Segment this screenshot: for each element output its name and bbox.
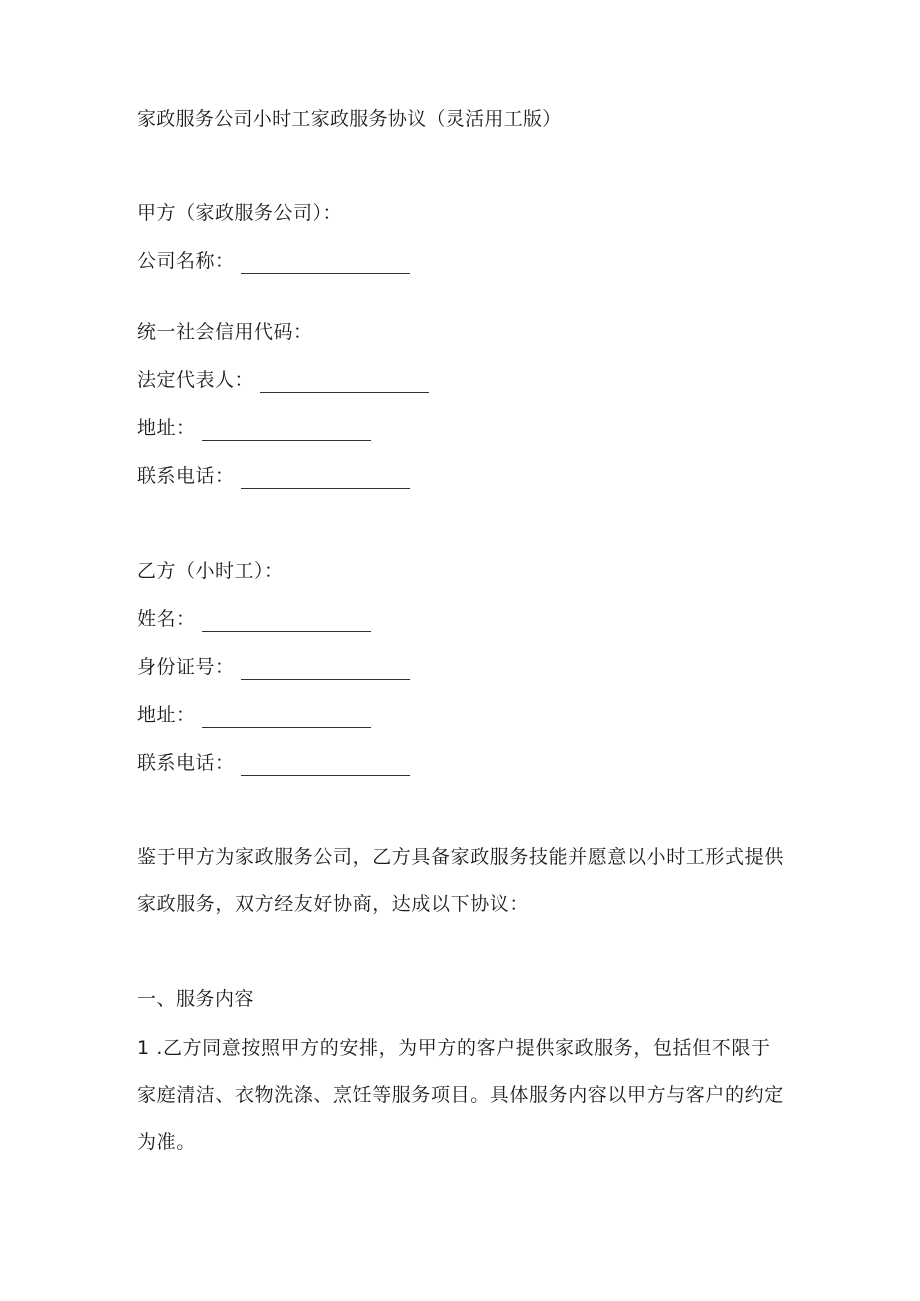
party-a-phone-label: 联系电话： — [137, 465, 235, 487]
company-name-label: 公司名称： — [137, 250, 235, 272]
preamble-paragraph: 鉴于甲方为家政服务公司，乙方具备家政服务技能并愿意以小时工形式提供家政服务，双方经友好协商，达成以下协议： — [137, 846, 784, 915]
party-a-phone-field — [137, 463, 410, 489]
party-a-phone-blank[interactable] — [241, 470, 410, 489]
credit-code-label: 统一社会信用代码： — [137, 321, 313, 343]
party-b-id-label: 身份证号： — [137, 656, 235, 678]
party-a-address-label: 地址： — [137, 417, 196, 439]
legal-rep-label: 法定代表人： — [137, 369, 255, 391]
party-a-address-field — [137, 415, 371, 441]
party-b-name-label: 姓名： — [137, 608, 196, 630]
party-b-address-blank[interactable] — [202, 709, 371, 728]
section-1-heading: 一、服务内容 — [137, 988, 255, 1010]
party-b-heading: 乙方（小时工）： — [137, 560, 284, 582]
legal-rep-field — [137, 367, 429, 393]
company-name-blank[interactable] — [241, 255, 410, 274]
document-title: 家政服务公司小时工家政服务协议（灵活用工版） — [137, 108, 562, 130]
party-b-phone-field — [137, 750, 410, 776]
party-b-phone-blank[interactable] — [241, 757, 410, 776]
party-a-heading: 甲方（家政服务公司）： — [137, 202, 343, 224]
party-b-phone-label: 联系电话： — [137, 752, 235, 774]
company-name-field — [137, 248, 410, 274]
party-b-address-label: 地址： — [137, 704, 196, 726]
party-b-id-blank[interactable] — [241, 661, 410, 680]
party-b-address-field — [137, 702, 371, 728]
section-1-clause-1: 1 .乙方同意按照甲方的安排，为甲方的客户提供家政服务，包括但不限于家庭清洁、衣物洗涤、烹饪等服务项目。具体服务内容以甲方与客户的约定为准。 — [137, 1037, 784, 1153]
legal-rep-blank[interactable] — [260, 374, 429, 393]
party-a-address-blank[interactable] — [202, 422, 371, 441]
party-b-name-field — [137, 606, 371, 632]
party-b-name-blank[interactable] — [202, 613, 371, 632]
party-b-id-field — [137, 654, 410, 680]
